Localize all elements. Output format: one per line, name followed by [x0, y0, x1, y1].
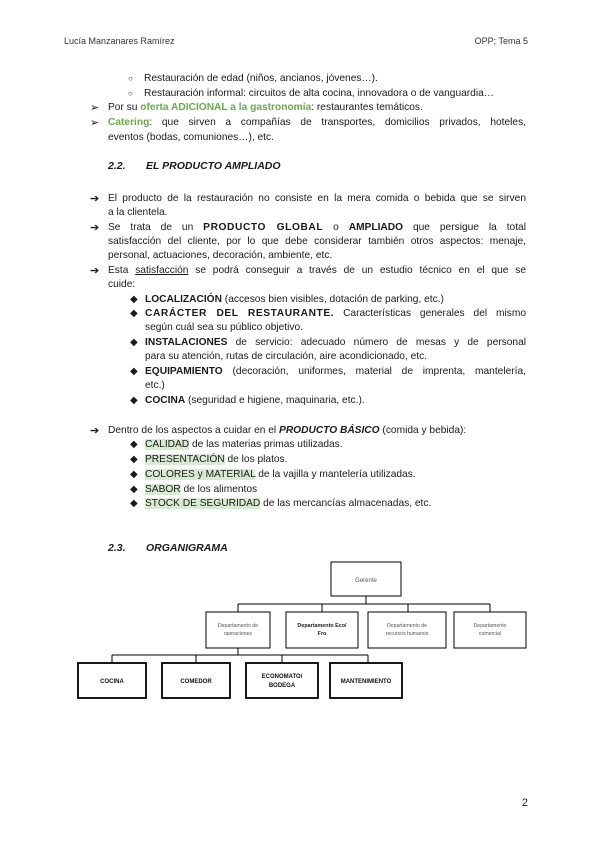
diamond-bullet-icon: ◆: [130, 439, 138, 450]
right-arrow-icon: ➔: [90, 193, 100, 205]
equipamiento-text: (decoración, uniformes, material de imprenta, mantelería,: [222, 366, 526, 377]
paragraph-producto-line2: a la clientela.: [108, 207, 168, 218]
oferta-post: : restaurantes temáticos.: [311, 102, 423, 113]
basico-bold: PRODUCTO BÁSICO: [279, 425, 380, 436]
aspect-instalaciones-line2: para su atención, rutas de circulación, aire acondicionado, etc.: [145, 351, 428, 362]
calidad-highlight: CALIDAD: [145, 439, 190, 450]
caracter-label: CARÁCTER DEL RESTAURANTE.: [145, 308, 335, 319]
org-sub-comedor: COMEDOR: [180, 679, 212, 685]
stock-text: de las mercancías almacenadas, etc.: [260, 498, 432, 509]
satisfaccion-post: se podrá conseguir a través de un estudio técnico en el que se: [188, 265, 526, 276]
diamond-bullet-icon: ◆: [130, 484, 138, 495]
paragraph-satisfaccion-line2: cuide:: [108, 279, 136, 290]
presentacion-highlight: PRESENTACIÓN: [145, 454, 225, 465]
global-bold1: PRODUCTO GLOBAL: [203, 222, 324, 233]
list-sub-item-informal: Restauración informal: circuitos de alta cocina, innovadora o de vanguardia…: [144, 88, 494, 99]
aspect-equipamiento-line2: etc.): [145, 380, 165, 391]
org-box-dep-operaciones: [206, 612, 270, 648]
org-sub-economato-line1: ECONOMATO/: [261, 674, 303, 680]
diamond-bullet-icon: ◆: [130, 395, 138, 406]
aspect-caracter-line2: según cuál sea su público objetivo.: [145, 322, 304, 333]
arrow-bullet-icon: ➢: [90, 102, 100, 114]
right-arrow-icon: ➔: [90, 265, 100, 277]
diamond-bullet-icon: ◆: [130, 366, 138, 377]
section-2-2-title: EL PRODUCTO AMPLIADO: [146, 160, 281, 172]
colores-text: de la vajilla y mantelería utilizadas.: [255, 469, 416, 480]
diamond-bullet-icon: ◆: [130, 294, 138, 305]
calidad-text: de las materias primas utilizadas.: [189, 439, 343, 450]
paragraph-global-line3: personal, actuaciones, decoración, ambiente, etc.: [108, 250, 333, 261]
catering-label: Catering: [108, 117, 150, 128]
org-dep1-line1: Departamento de: [217, 623, 259, 629]
org-dep2-line1: Departamento Eco/: [297, 623, 347, 629]
circle-bullet-icon: ○: [128, 74, 133, 83]
diamond-bullet-icon: ◆: [130, 469, 138, 480]
org-sub-mantenimiento: MANTENIMIENTO: [340, 679, 392, 685]
colores-highlight: COLORES y MATERIAL: [145, 469, 256, 480]
equipamiento-label: EQUIPAMIENTO: [145, 366, 223, 377]
header-course: OPP; Tema 5: [474, 36, 528, 46]
right-arrow-icon: ➔: [90, 222, 100, 234]
stock-highlight: STOCK DE SEGURIDAD: [145, 498, 261, 509]
paragraph-global-line2: satisfacción del cliente, por lo que debe considerar también otros aspectos: menaje,: [108, 236, 526, 247]
satisfaccion-pre: Esta: [108, 265, 136, 276]
org-dep1-line2: operaciones: [223, 631, 253, 637]
section-2-3-title: ORGANIGRAMA: [146, 542, 228, 554]
section-2-3-number: 2.3.: [108, 542, 126, 554]
org-dep2-line2: Fro: [317, 631, 327, 637]
cocina-text: (seguridad e higiene, maquinaria, etc.).: [185, 395, 365, 406]
org-gerente-label: Gerente: [355, 578, 377, 584]
header-author: Lucía Manzanares Ramírez: [64, 36, 175, 46]
global-post: que persigue la total: [403, 222, 526, 233]
instalaciones-text: de servicio: adecuado número de mesas y de personal: [227, 337, 526, 348]
org-dep4-line1: Departamento: [473, 623, 507, 629]
localizacion-text: (accesos bien visibles, dotación de parking, etc.): [221, 294, 444, 305]
diamond-bullet-icon: ◆: [130, 454, 138, 465]
page-number: 2: [521, 797, 528, 809]
catering-line2: eventos (bodas, comuniones…), etc.: [108, 132, 274, 143]
section-2-2-number: 2.2.: [108, 160, 126, 172]
satisfaccion-underlined: satisfacción: [135, 265, 189, 276]
global-pre: Se trata de un: [108, 222, 204, 233]
list-sub-item-edad: Restauración de edad (niños, ancianos, jóvenes…).: [144, 73, 378, 84]
presentacion-text: de los platos.: [224, 454, 288, 465]
arrow-bullet-icon: ➢: [90, 117, 100, 129]
org-dep4-line2: comercial: [478, 631, 502, 637]
right-arrow-icon: ➔: [90, 425, 100, 437]
oferta-highlight: oferta ADICIONAL a la gastronomía: [140, 102, 312, 113]
catering-text: : que sirven a compañías de transportes, domicilios privados, hoteles,: [149, 117, 526, 128]
localizacion-label: LOCALIZACIÓN: [145, 294, 222, 305]
diamond-bullet-icon: ◆: [130, 498, 138, 509]
paragraph-producto: El producto de la restauración no consiste en la mera comida o bebida que se sirven: [108, 193, 526, 204]
org-dep3-line1: Departamento de: [386, 623, 428, 629]
org-box-dep-rrhh: [368, 612, 446, 648]
diamond-bullet-icon: ◆: [130, 337, 138, 348]
diamond-bullet-icon: ◆: [130, 308, 138, 319]
global-bold2: AMPLIADO: [348, 222, 404, 233]
org-sub-economato-line2: BODEGA: [268, 683, 296, 689]
caracter-text: Características generales del mismo: [334, 308, 527, 319]
org-box-dep-comercial: [454, 612, 526, 648]
sabor-text: de los alimentos: [180, 484, 258, 495]
org-box-economato: [246, 663, 318, 698]
circle-bullet-icon: ○: [128, 89, 133, 98]
basico-pre: Dentro de los aspectos a cuidar en el: [108, 425, 280, 436]
global-mid: o: [323, 222, 349, 233]
instalaciones-label: INSTALACIONES: [145, 337, 228, 348]
basico-post: (comida y bebida):: [379, 425, 467, 436]
org-dep3-line2: recursos humanos: [385, 631, 429, 637]
org-sub-cocina: COCINA: [100, 679, 124, 685]
org-box-dep-ecofro: [286, 612, 358, 648]
cocina-label: COCINA: [145, 395, 186, 406]
sabor-highlight: SABOR: [145, 484, 181, 495]
oferta-pre: Por su: [108, 102, 141, 113]
